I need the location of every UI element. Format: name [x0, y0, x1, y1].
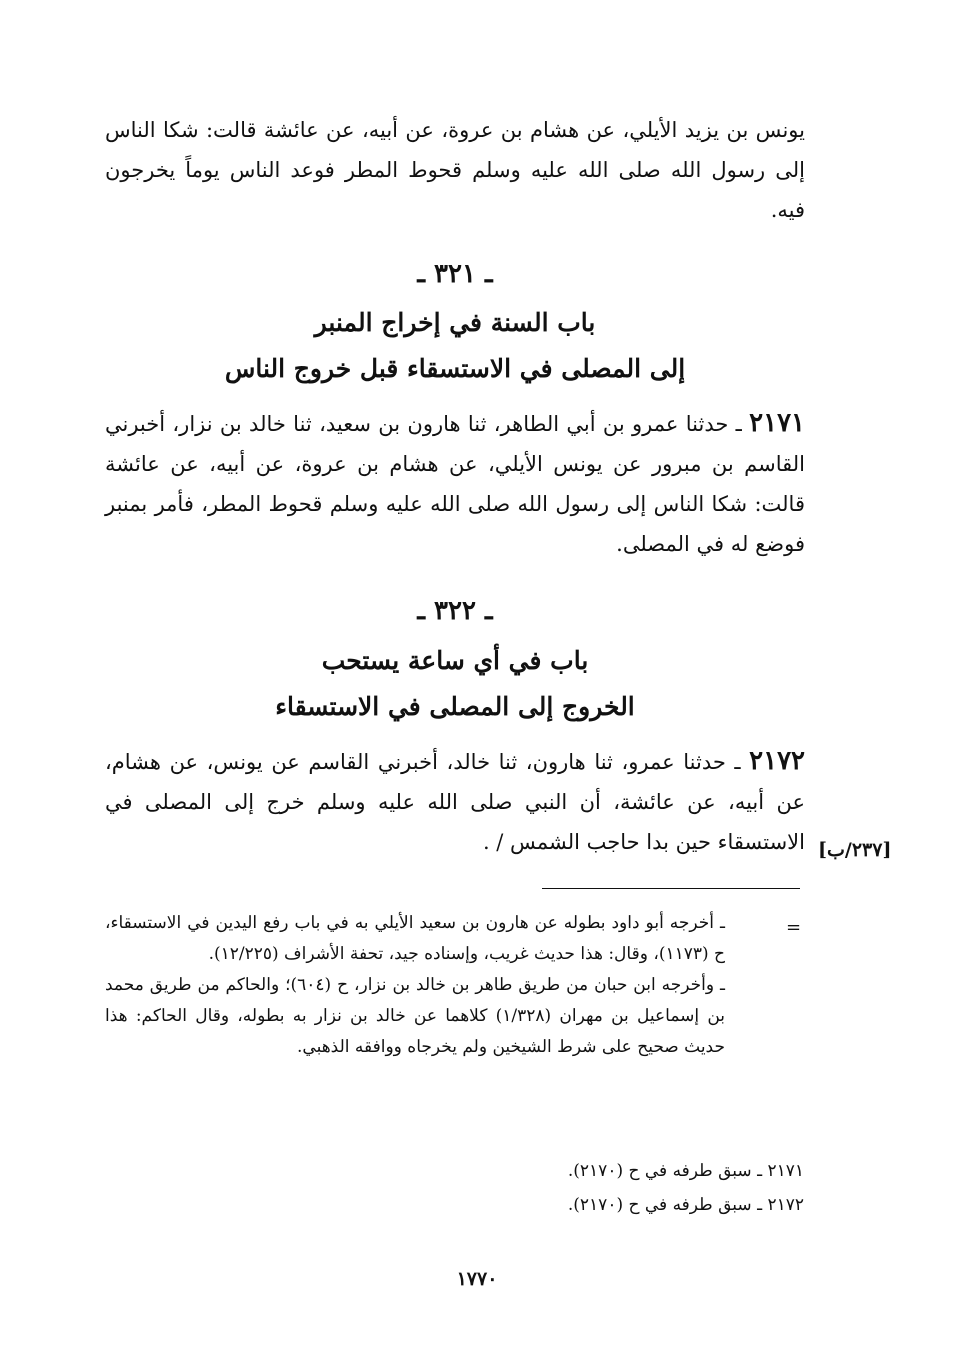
chapter-title-322-line-2: الخروج إلى المصلى في الاستسقاء — [275, 692, 635, 721]
hadith-number: ٢١٧١ — [749, 408, 805, 438]
chapter-number-322: ـ ٣٢٢ ـ — [417, 596, 493, 626]
footnote-abu-dawud: ـ أخرجه أبو داود بطوله عن هارون بن سعيد الأيلي به في باب رفع اليدين في الاستسقاء، ح (١١٧٣)، وقال: هذا حديث غريب، وإسناده جيد، تحفة الأشراف (١٢/٢٢٥). — [105, 913, 725, 964]
chapter-title-321-line-1: باب السنة في إخراج المنبر — [314, 308, 596, 337]
footnote-separator — [542, 888, 800, 889]
manuscript-folio-reference: [٢٣٧/ب] — [818, 839, 892, 861]
page-number: ١٧٧٠ — [456, 1268, 498, 1290]
chapter-title-322-line-1: باب في أي ساعة يستحب — [321, 646, 589, 675]
footnote-2171: ٢١٧١ ـ سبق طرفه في ح (٢١٧٠). — [567, 1161, 804, 1181]
intro-paragraph: يونس بن يزيد الأيلي، عن هشام بن عروة، عن أبيه، عن عائشة قالت: شكا الناس إلى رسول الله صلى الله عليه وسلم قحوط المطر فوعد الناس يوماً يخرجون فيه. — [105, 118, 805, 222]
hadith-2172 — [105, 741, 805, 862]
hadith-text: ـ حدثنا عمرو بن أبي الطاهر، ثنا هارون بن سعيد، ثنا خالد بن نزار، أخبرني القاسم بن مبرور عن يونس الأيلي، عن هشام بن عروة، عن أبيه، عن عائشة قالت: شكا الناس إلى رسول الله صلى الله عليه وسلم قحوط المطر، فأمر بمنبر فوضع له في المصلى. — [105, 412, 805, 556]
chapter-title-321-line-2: إلى المصلى في الاستسقاء قبل خروج الناس — [224, 354, 686, 383]
chapter-number-321: ـ ٣٢١ ـ — [417, 259, 493, 289]
chapter-title-322 — [105, 638, 805, 730]
hadith-2171 — [105, 403, 805, 564]
hadith-number: ٢١٧٢ — [749, 746, 805, 776]
footnotes-block — [105, 908, 725, 1063]
hadith-text: ـ حدثنا عمرو، ثنا هارون، ثنا خالد، أخبرني القاسم عن يونس، عن هشام، عن أبيه، عن عائشة، أن النبي صلى الله عليه وسلم خرج إلى المصلى في الاستسقاء حين بدا حاجب الشمس / . — [105, 750, 805, 854]
footnote-ibn-hibban: ـ وأخرجه ابن حبان من طريق طاهر بن خالد بن نزار، ح (٦٠٤)؛ والحاكم من طريق محمد بن إسماعيل بن مهران (١/٣٢٨) كلاهما عن خالد بن نزار به بطوله، وقال الحاكم: هذا حديث صحيح على شرط الشيخين ولم يخرجاه ووافقه الذهبي. — [105, 975, 725, 1057]
footnote-continuation-marker: = — [786, 917, 802, 938]
chapter-title-321 — [105, 300, 805, 392]
footnote-2172: ٢١٧٢ ـ سبق طرفه في ح (٢١٧٠). — [567, 1195, 804, 1215]
